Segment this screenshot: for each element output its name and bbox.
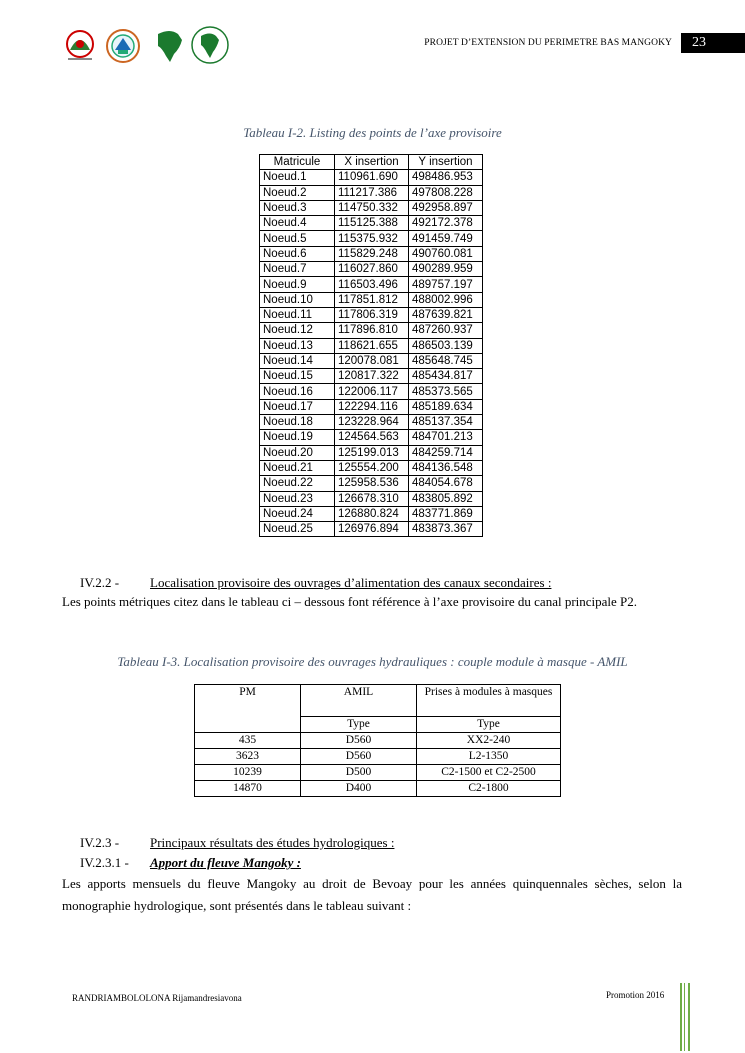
table2-cell: D400 [301, 781, 417, 797]
table1-cell: 126976.894 [335, 522, 409, 537]
section-2-3-heading [80, 835, 394, 851]
table1-cell: 486503.139 [409, 338, 483, 353]
table1-row [260, 338, 483, 353]
table1-cell: 485648.745 [409, 353, 483, 368]
section-2-3-1-number: IV.2.3.1 - [80, 855, 129, 870]
table1-cell: 117851.812 [335, 292, 409, 307]
table1-cell: 491459.749 [409, 231, 483, 246]
table1-cell: Noeud.3 [260, 200, 335, 215]
table1-row [260, 292, 483, 307]
table2-cell: 14870 [195, 781, 301, 797]
footer-promotion: Promotion 2016 [606, 990, 665, 1000]
table1-cell: 120817.322 [335, 369, 409, 384]
table1-cell: 483873.367 [409, 522, 483, 537]
table1-cell: Noeud.17 [260, 399, 335, 414]
table1-cell: 492172.378 [409, 216, 483, 231]
table1-cell: 483805.892 [409, 491, 483, 506]
table1-cell: Noeud.25 [260, 522, 335, 537]
table2-header-amil-type: Type [301, 717, 417, 733]
table1-cell: 125958.536 [335, 476, 409, 491]
table1-cell: 116503.496 [335, 277, 409, 292]
section-2-3-number: IV.2.3 - [80, 835, 120, 850]
table1-cell: Noeud.6 [260, 246, 335, 261]
table1-row [260, 170, 483, 185]
footer-green-line-3 [688, 983, 690, 1051]
table1-cell: Noeud.5 [260, 231, 335, 246]
table1-cell: 126678.310 [335, 491, 409, 506]
table2-cell: C2-1500 et C2-2500 [417, 765, 561, 781]
table1-cell: Noeud.16 [260, 384, 335, 399]
table1-cell: Noeud.18 [260, 415, 335, 430]
table1-row [260, 506, 483, 521]
table2-row [195, 781, 561, 797]
table1-cell: 483771.869 [409, 506, 483, 521]
section-2-3-1-heading [80, 855, 301, 871]
table1-cell: 489757.197 [409, 277, 483, 292]
section-2-3-1-title: Apport du fleuve Mangoky : [150, 855, 301, 870]
table1-cell: Noeud.10 [260, 292, 335, 307]
table1-cell: 492958.897 [409, 200, 483, 215]
table1-row [260, 277, 483, 292]
table2-cell: L2-1350 [417, 749, 561, 765]
section-2-2-number: IV.2.2 - [80, 575, 120, 590]
footer-green-line-1 [680, 983, 682, 1051]
table1-cell: 110961.690 [335, 170, 409, 185]
table1-cell: 124564.563 [335, 430, 409, 445]
table1-row [260, 323, 483, 338]
table1-cell: 484259.714 [409, 445, 483, 460]
table2-cell: 10239 [195, 765, 301, 781]
footer-author: RANDRIAMBOLOLONA Rijamandresiavona [72, 993, 242, 1003]
table2-cell: D560 [301, 749, 417, 765]
table1-cell: 120078.081 [335, 353, 409, 368]
table1-cell: 497808.228 [409, 185, 483, 200]
table2-row [195, 765, 561, 781]
table1-row [260, 460, 483, 475]
section-2-3-title: Principaux résultats des études hydrologiques : [150, 835, 395, 850]
section-2-2-paragraph: Les points métriques citez dans le tableau ci – dessous font référence à l’axe provisoire du canal principale P2. [62, 594, 638, 609]
footer-green-line-2 [684, 983, 685, 1051]
table2-row [195, 749, 561, 765]
table1-cell: Noeud.1 [260, 170, 335, 185]
table1-cell: 487260.937 [409, 323, 483, 338]
table1-row [260, 262, 483, 277]
table1-cell: Noeud.2 [260, 185, 335, 200]
table1-cell: 111217.386 [335, 185, 409, 200]
table1-row [260, 384, 483, 399]
table1-cell: 123228.964 [335, 415, 409, 430]
table1-cell: 122294.116 [335, 399, 409, 414]
table1-cell: 485373.565 [409, 384, 483, 399]
table1-cell: 490289.959 [409, 262, 483, 277]
table1-row [260, 246, 483, 261]
table1-cell: 485189.634 [409, 399, 483, 414]
table1-cell: Noeud.20 [260, 445, 335, 460]
table1-cell: 116027.860 [335, 262, 409, 277]
table1-cell: Noeud.15 [260, 369, 335, 384]
table2-cell: 3623 [195, 749, 301, 765]
table1-cell: Noeud.19 [260, 430, 335, 445]
table1-row [260, 476, 483, 491]
table1-cell: 122006.117 [335, 384, 409, 399]
table1-row [260, 522, 483, 537]
table1-row [260, 307, 483, 322]
table1-header-cell: Y insertion [409, 155, 483, 170]
table2-header-prises-type: Type [417, 717, 561, 733]
table2-header-amil: AMIL [301, 685, 417, 717]
table1-cell: 118621.655 [335, 338, 409, 353]
table2-cell: D560 [301, 733, 417, 749]
table1-cell: Noeud.22 [260, 476, 335, 491]
table1-row [260, 491, 483, 506]
table2-cell: 435 [195, 733, 301, 749]
table1-cell: 117806.319 [335, 307, 409, 322]
table1-row [260, 353, 483, 368]
table1-cell: 490760.081 [409, 246, 483, 261]
table1-row [260, 445, 483, 460]
table1-cell: Noeud.24 [260, 506, 335, 521]
logo-africa-map-icon [150, 26, 190, 71]
table1-row [260, 399, 483, 414]
table1-caption: Tableau I-2. Listing des points de l’axe provisoire [243, 125, 502, 140]
table2-cell: XX2-240 [417, 733, 561, 749]
table1-row [260, 415, 483, 430]
logo-university-icon [60, 28, 100, 69]
table1-cell: Noeud.9 [260, 277, 335, 292]
table1 [259, 154, 483, 537]
table1-cell: Noeud.12 [260, 323, 335, 338]
table1-row [260, 369, 483, 384]
logo-school-icon [104, 28, 142, 69]
table1-row [260, 231, 483, 246]
table1-cell: 126880.824 [335, 506, 409, 521]
section-2-2-heading [80, 575, 551, 591]
table1-cell: 115375.932 [335, 231, 409, 246]
table1-cell: 484054.678 [409, 476, 483, 491]
table1-row [260, 185, 483, 200]
table1-cell: Noeud.21 [260, 460, 335, 475]
table1-cell: 485434.817 [409, 369, 483, 384]
table1-cell: 487639.821 [409, 307, 483, 322]
table1-cell: Noeud.23 [260, 491, 335, 506]
section-2-2-title: Localisation provisoire des ouvrages d’alimentation des canaux secondaires : [150, 575, 552, 590]
table2-cell: D500 [301, 765, 417, 781]
table1-row [260, 200, 483, 215]
table1-cell: 498486.953 [409, 170, 483, 185]
table1-cell: 117896.810 [335, 323, 409, 338]
table1-cell: 484701.213 [409, 430, 483, 445]
table1-header-cell: Matricule [260, 155, 335, 170]
table1-cell: 125199.013 [335, 445, 409, 460]
table1-cell: 115829.248 [335, 246, 409, 261]
table1-cell: Noeud.7 [260, 262, 335, 277]
table2-header-prises: Prises à modules à masques [417, 685, 561, 717]
table1-cell: 485137.354 [409, 415, 483, 430]
table2-header-pm: PM [195, 685, 301, 733]
table1-cell: Noeud.11 [260, 307, 335, 322]
logo-africa-emblem-icon [190, 24, 230, 71]
table1-cell: 114750.332 [335, 200, 409, 215]
table2 [194, 684, 561, 797]
table2-row [195, 733, 561, 749]
table1-row [260, 216, 483, 231]
page-number: 23 [681, 33, 745, 53]
table1-cell: 115125.388 [335, 216, 409, 231]
section-2-3-1-paragraph: Les apports mensuels du fleuve Mangoky au droit de Bevoay pour les années quinquennales sèches, selon la monographie hydrologique, sont présentés dans le tableau suivant : [62, 876, 682, 913]
table2-cell: C2-1800 [417, 781, 561, 797]
table1-cell: 125554.200 [335, 460, 409, 475]
table1-cell: 488002.996 [409, 292, 483, 307]
header-title: PROJET D’EXTENSION DU PERIMETRE BAS MANGOKY [424, 38, 672, 48]
table1-cell: Noeud.13 [260, 338, 335, 353]
table1-cell: Noeud.14 [260, 353, 335, 368]
table1-cell: 484136.548 [409, 460, 483, 475]
table2-caption: Tableau I-3. Localisation provisoire des ouvrages hydrauliques : couple module à masque - AMIL [117, 654, 628, 669]
table1-header-cell: X insertion [335, 155, 409, 170]
table1-cell: Noeud.4 [260, 216, 335, 231]
table1-row [260, 430, 483, 445]
